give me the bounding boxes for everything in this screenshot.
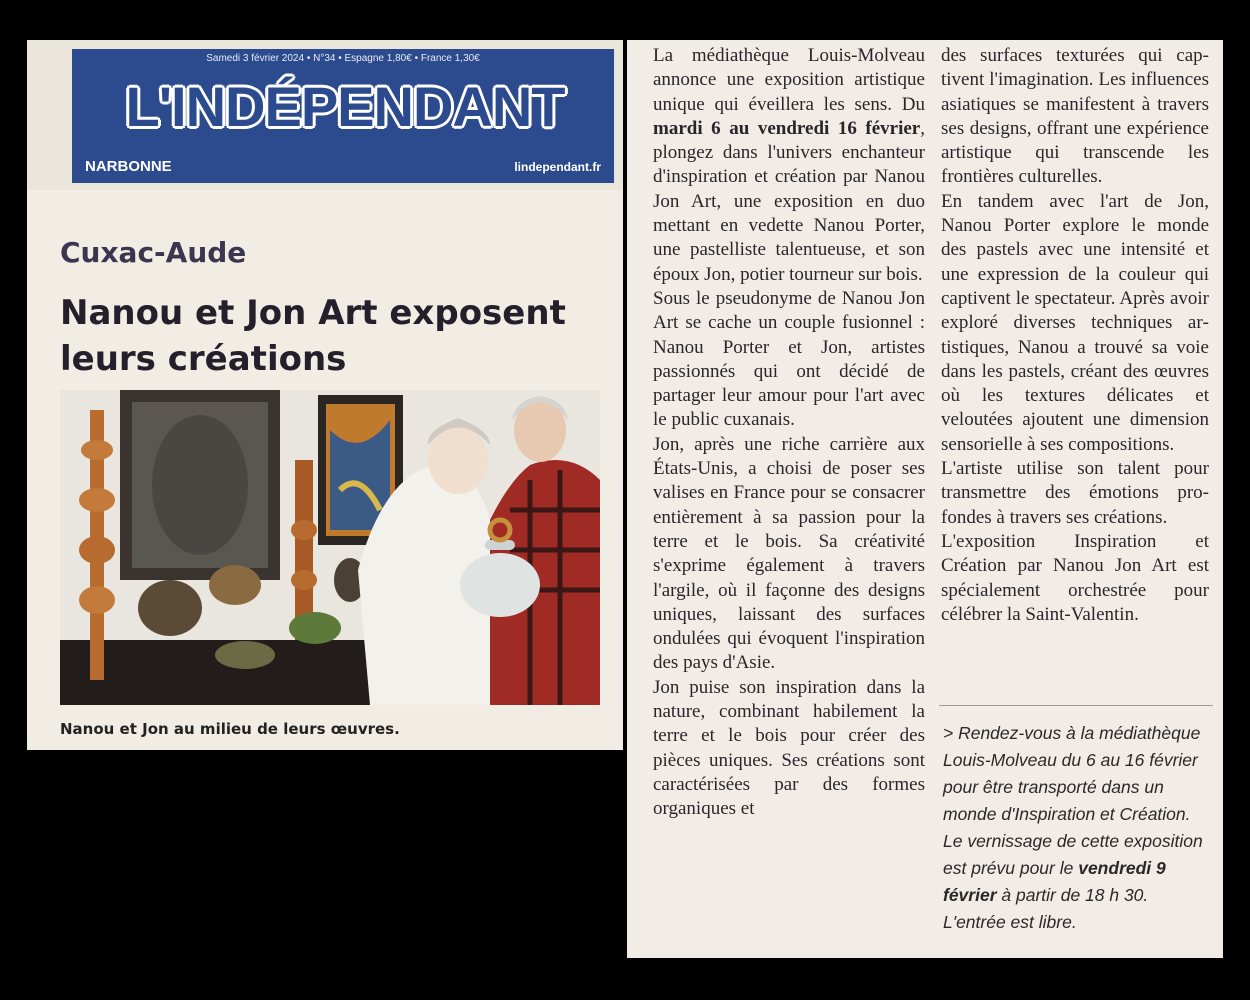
paragraph: En tandem avec l'art de Jon, Nanou Porter explore le monde des pastels avec une intensité et une expression de la couleur qui captivent le spectateur. Après avoir exploré diverses techniques artistiques, Nanou a trouvé sa voie dans les pastels, créant des œuvres où les textures délicates et veloutées ajoutent une dimension sensorielle à ses compositions. (941, 190, 1209, 455)
paragraph-text: La médiathèque Louis-Molveau annonce une exposition artistique unique qui éveillera les sens. Du (653, 45, 925, 115)
paragraph: Jon puise son inspiration dans la nature, combinant habilement la terre et le bois pour créer des pièces uniques. Ses créations sont caractérisées par des formes organiques et (653, 676, 925, 820)
article-photo (60, 390, 600, 705)
paragraph: Jon, après une riche carrière aux États-Unis, a choisi de poser ses valises en France pour se consacrer entièrement à sa passion pour la terre et le bois. Sa créativité s'exprime également à travers l'argile, où il façonne des designs uniques, laissant des surfaces ondulées qui évoquent l'inspiration des pays d'Asie. (653, 433, 925, 674)
newspaper-website: lindependant.fr (514, 160, 601, 174)
event-note (943, 720, 1213, 936)
newspaper-masthead (72, 49, 614, 183)
note-text: > Rendez-vous à la médiathèque Louis-Molveau du 6 au 16 février pour être transporté dans un monde d'Inspiration et Création. Le vernissage de cette exposition est prévu pour le (943, 723, 1203, 878)
edition-city: NARBONNE (85, 158, 172, 175)
article-clipping-right (627, 40, 1223, 958)
article-column-1 (653, 44, 925, 822)
masthead-date-line: Samedi 3 février 2024 • N°34 • Espagne 1,80€ • France 1,30€ (206, 53, 480, 64)
divider (939, 705, 1213, 706)
paragraph: L'exposition Inspiration et Création par Nanou Jon Art est spécialement orchestrée pour célébrer la Saint-Valentin. (941, 530, 1209, 625)
article-headline: Nanou et Jon Art exposent leurs créations (60, 293, 566, 379)
exhibition-photo-illustration (60, 390, 600, 705)
paragraph (653, 44, 925, 287)
article-clipping-left (27, 40, 623, 750)
article-kicker: Cuxac-Aude (60, 236, 247, 269)
note-text: à partir de 18 h 30. L'entrée est libre. (943, 885, 1149, 932)
newspaper-title: L'INDÉPENDANT (125, 75, 565, 138)
paragraph: des surfaces texturées qui captivent l'imagination. Les influences asiatiques se manifestent à travers ses designs, offrant une expérience artistique qui transcende les frontières culturelles. (941, 45, 1209, 188)
date-highlight: mardi 6 au vendredi 16 février (653, 117, 921, 139)
paragraph-text: , plongez dans l'univers enchanteur d'inspiration et création par Nanou Jon Art, une exposition en duo mettant en vedette Nanou Porter, une pastelliste talentueuse, et son époux Jon, potier tourneur sur bois. (653, 117, 925, 285)
paragraph: Sous le pseudonyme de Nanou Jon Art se cache un couple fusionnel : Nanou Porter et Jon, artistes passionnés qui ont décidé de partager leur amour pour l'art avec le public cuxanais. (653, 287, 925, 431)
vernissage-date: vendredi 9 février (943, 858, 1166, 905)
photo-caption: Nanou et Jon au milieu de leurs œuvres. (60, 720, 400, 738)
paragraph: L'artiste utilise son talent pour transmettre des émotions profondes à travers ses créations. (941, 458, 1209, 528)
article-column-2 (941, 44, 1209, 627)
